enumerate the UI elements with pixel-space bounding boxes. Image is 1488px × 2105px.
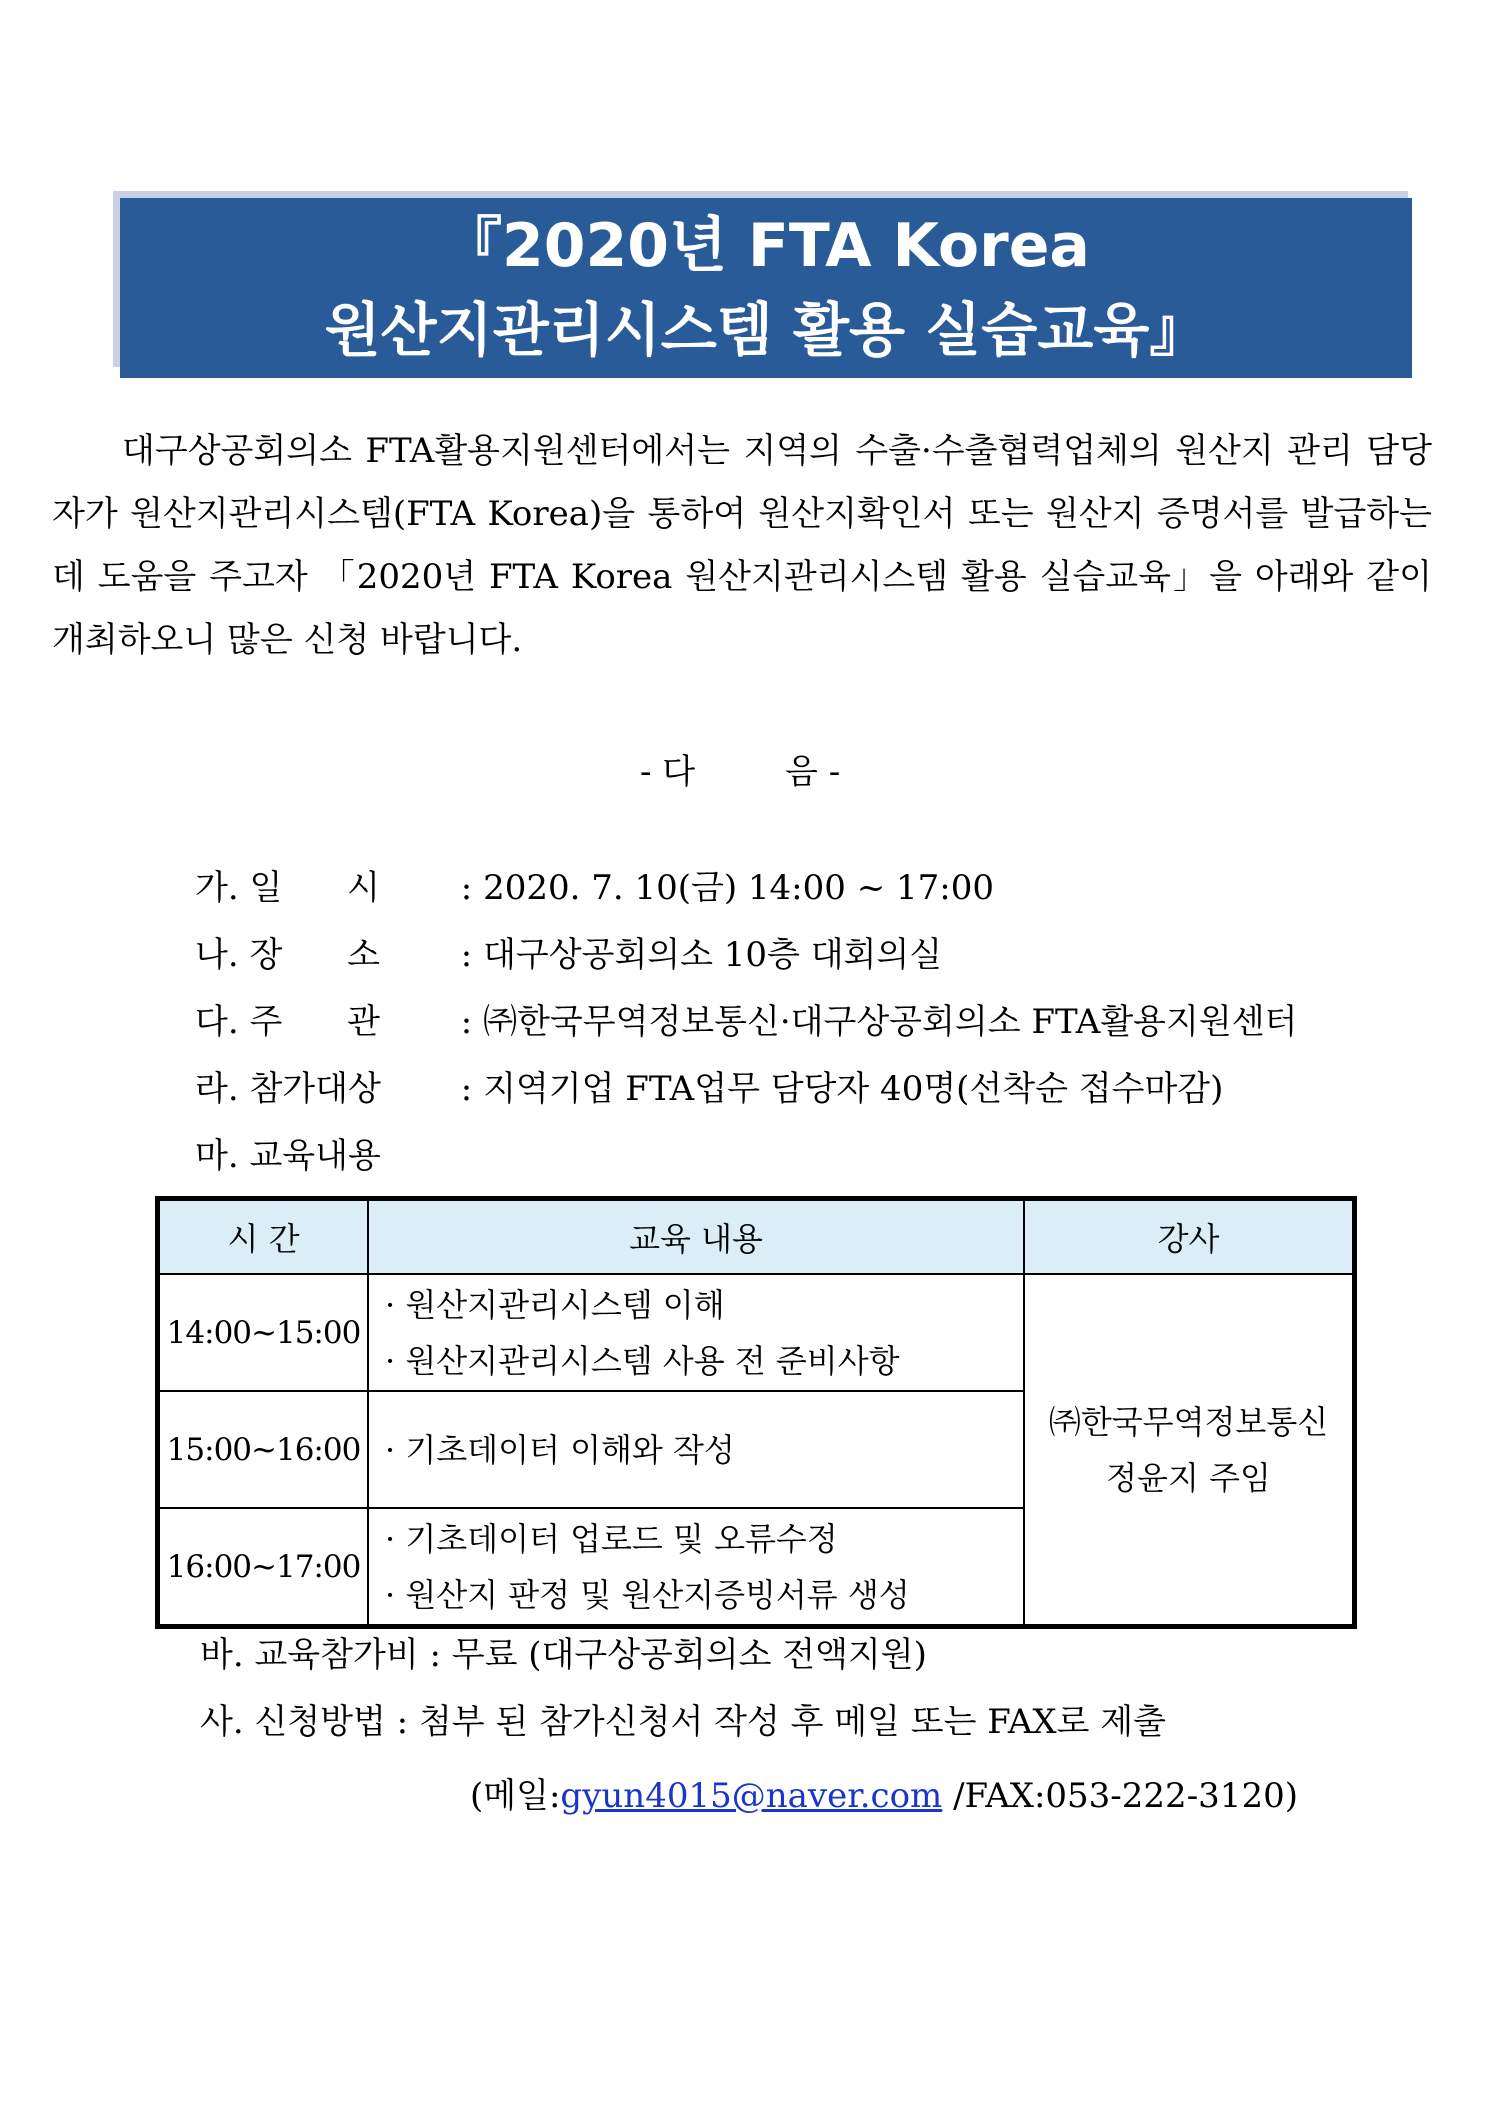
row-content xyxy=(368,1391,1024,1508)
detail-label: 다. 주 관 xyxy=(195,1002,380,1042)
detail-date: 가. 일 시 : 2020. 7. 10(금) 14:00 ~ 17:00 xyxy=(195,855,1297,922)
detail-value: 지역기업 FTA업무 담당자 40명(선착순 접수마감) xyxy=(483,1069,1224,1109)
content-item: · 원산지관리시스템 사용 전 준비사항 xyxy=(385,1341,900,1380)
header-lecturer: 강사 xyxy=(1024,1200,1353,1274)
content-item: · 원산지 판정 및 원산지증빙서류 생성 xyxy=(385,1575,910,1614)
email-link[interactable]: gyun4015@naver.com xyxy=(560,1776,943,1816)
intro-paragraph xyxy=(52,420,1432,672)
table-header-row xyxy=(159,1200,1353,1274)
detail-content-heading xyxy=(195,1123,1297,1190)
lecturer-org: ㈜한국무역정보통신 xyxy=(1048,1402,1329,1441)
contact-fax: /FAX:053-222-3120) xyxy=(942,1776,1298,1816)
row-time: 15:00~16:00 xyxy=(159,1391,368,1508)
lecturer-name: 정윤지 주임 xyxy=(1106,1458,1271,1497)
detail-value: 무료 (대구상공회의소 전액지원) xyxy=(451,1635,927,1675)
detail-target: 라. 참가대상 : 지역기업 FTA업무 담당자 40명(선착순 접수마감) xyxy=(195,1056,1297,1123)
row-content xyxy=(368,1508,1024,1625)
header-content: 교육 내용 xyxy=(368,1200,1024,1274)
detail-label: 바. 교육참가비 xyxy=(200,1635,419,1675)
row-time: 14:00~15:00 xyxy=(159,1274,368,1391)
title-banner xyxy=(120,198,1412,378)
lecturer-cell xyxy=(1024,1274,1353,1625)
contact-line xyxy=(470,1768,1298,1817)
schedule-table xyxy=(158,1199,1354,1626)
next-heading-left: - 다 xyxy=(640,752,696,792)
row-time: 16:00~17:00 xyxy=(159,1508,368,1625)
details-list xyxy=(195,855,1297,1190)
detail-label: 사. 신청방법 xyxy=(200,1702,386,1742)
detail-value: 대구상공회의소 10층 대회의실 xyxy=(483,935,943,975)
detail-venue: 나. 장 소 : 대구상공회의소 10층 대회의실 xyxy=(195,922,1297,989)
after-list xyxy=(200,1622,1166,1756)
header-time: 시 간 xyxy=(159,1200,368,1274)
content-item: · 기초데이터 이해와 작성 xyxy=(385,1430,735,1469)
detail-host: 다. 주 관 : ㈜한국무역정보통신·대구상공회의소 FTA활용지원센터 xyxy=(195,989,1297,1056)
title-line-2: 원산지관리시스템 활용 실습교육』 xyxy=(324,296,1208,364)
detail-fee: 바. 교육참가비 : 무료 (대구상공회의소 전액지원) xyxy=(200,1635,927,1675)
next-heading-right: 음 - xyxy=(785,752,841,792)
detail-value: 2020. 7. 10(금) 14:00 ~ 17:00 xyxy=(483,868,994,908)
detail-label: 마. 교육내용 xyxy=(195,1136,381,1176)
detail-value: ㈜한국무역정보통신·대구상공회의소 FTA활용지원센터 xyxy=(483,1002,1298,1042)
detail-value: 첨부 된 참가신청서 작성 후 메일 또는 FAX로 제출 xyxy=(418,1702,1166,1742)
title-line-1: 『2020년 FTA Korea xyxy=(442,211,1090,281)
next-heading xyxy=(640,744,840,793)
table-row xyxy=(159,1274,1353,1391)
content-item: · 원산지관리시스템 이해 xyxy=(385,1285,725,1324)
contact-prefix: (메일: xyxy=(470,1776,561,1816)
detail-label: 나. 장 소 xyxy=(195,935,380,975)
detail-label: 가. 일 시 xyxy=(195,868,380,908)
detail-label: 라. 참가대상 xyxy=(195,1069,381,1109)
row-content xyxy=(368,1274,1024,1391)
content-item: · 기초데이터 업로드 및 오류수정 xyxy=(385,1519,838,1558)
detail-apply: 사. 신청방법 : 첨부 된 참가신청서 작성 후 메일 또는 FAX로 제출 xyxy=(200,1702,1166,1742)
intro-text: 대구상공회의소 FTA활용지원센터에서는 지역의 수출·수출협력업체의 원산지 관리 담당자가 원산지관리시스템(FTA Korea)을 통하여 원산지확인서 또는 원산지 증명서를 발급하는데 도움을 주고자 「2020년 FTA Korea 원산지관리시스템 활용 실습교육」을 아래와 같이 개최하오니 많은 신청 바랍니다. xyxy=(52,431,1432,660)
